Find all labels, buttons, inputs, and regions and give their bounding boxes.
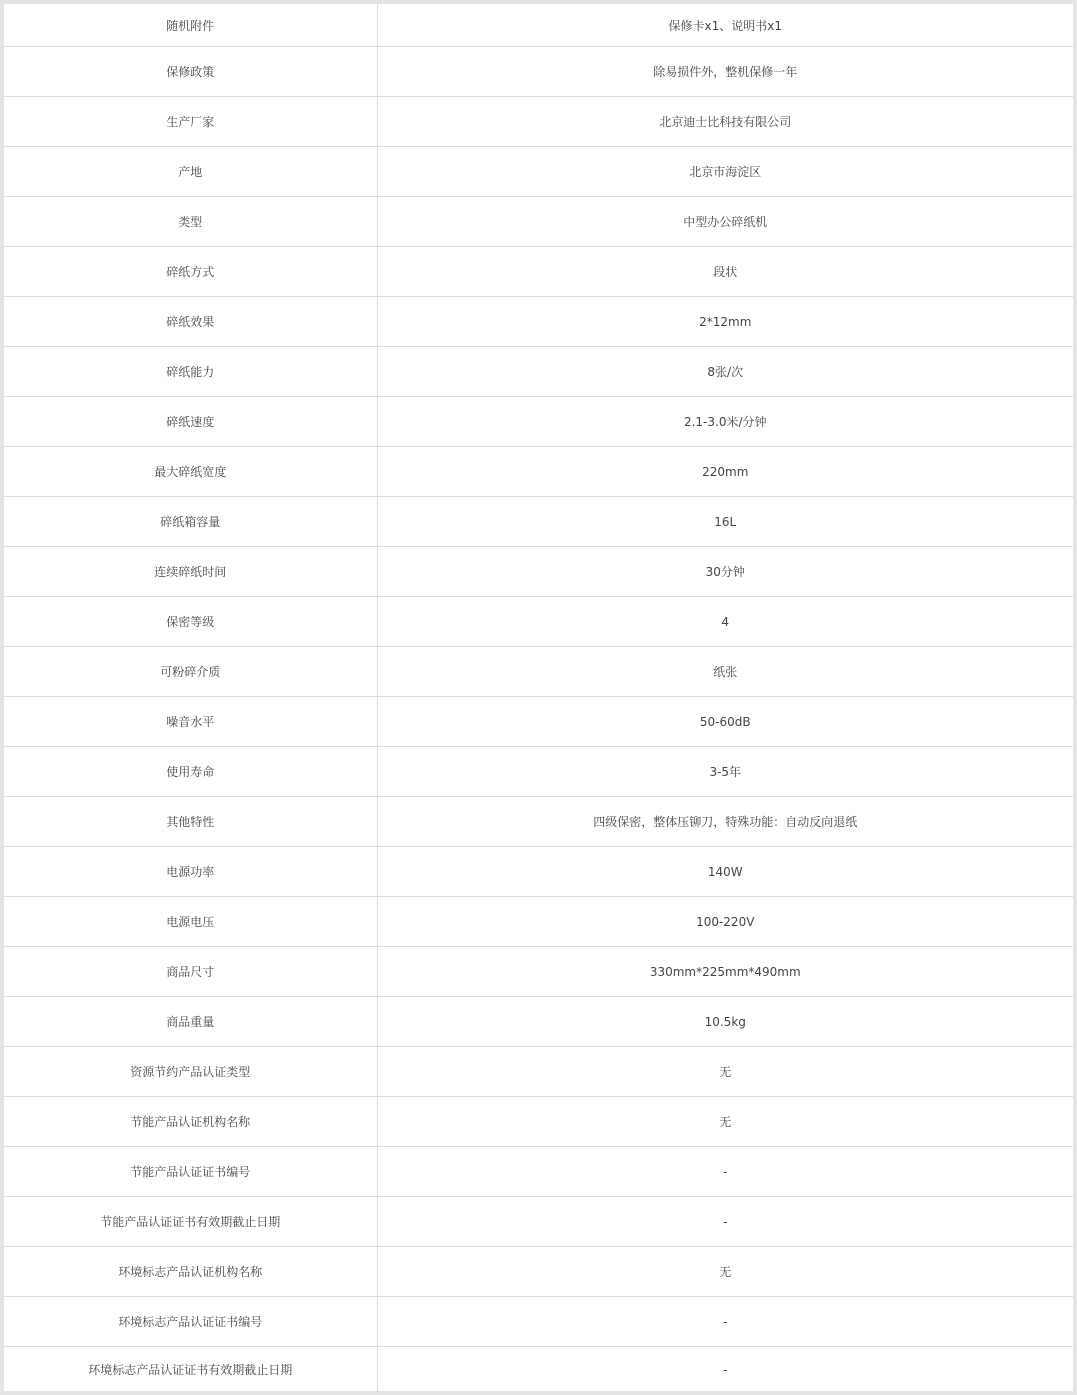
spec-value: - (723, 1362, 728, 1377)
spec-value: 4 (377, 597, 1073, 647)
spec-key: 碎纸能力 (4, 347, 377, 397)
spec-key: 使用寿命 (4, 747, 377, 797)
spec-value: - (377, 1147, 1073, 1197)
spec-value: 30分钟 (377, 547, 1073, 597)
spec-key: 噪音水平 (4, 697, 377, 747)
spec-row (4, 1097, 1073, 1147)
spec-row (4, 47, 1073, 97)
spec-row (4, 547, 1073, 597)
spec-value: 保修卡x1、说明书x1 (377, 4, 1073, 47)
spec-key: 类型 (4, 197, 377, 247)
spec-value: 50-60dB (377, 697, 1073, 747)
spec-key: 生产厂家 (4, 97, 377, 147)
spec-value: 无 (377, 1047, 1073, 1097)
spec-value: 220mm (377, 447, 1073, 497)
spec-key: 产地 (4, 147, 377, 197)
spec-key: 保修政策 (4, 47, 377, 97)
spec-value: 段状 (377, 247, 1073, 297)
spec-value: 8张/次 (377, 347, 1073, 397)
spec-value: 2.1-3.0米/分钟 (377, 397, 1073, 447)
spec-key: 节能产品认证证书编号 (4, 1147, 377, 1197)
spec-value: 四级保密，整体压铆刀，特殊功能：自动反向退纸 (377, 797, 1073, 847)
spec-value: - (377, 1297, 1073, 1347)
spec-row (4, 647, 1073, 697)
spec-value: - (377, 1197, 1073, 1247)
spec-key: 电源电压 (4, 897, 377, 947)
spec-key: 其他特性 (4, 797, 377, 847)
spec-value: 北京市海淀区 (377, 147, 1073, 197)
spec-row (4, 697, 1073, 747)
spec-table (4, 4, 1073, 1392)
spec-value: 16L (377, 497, 1073, 547)
spec-row (4, 1297, 1073, 1347)
spec-row (4, 747, 1073, 797)
spec-key: 连续碎纸时间 (4, 547, 377, 597)
spec-value: 100-220V (377, 897, 1073, 947)
spec-key: 节能产品认证机构名称 (4, 1097, 377, 1147)
spec-key: 碎纸方式 (4, 247, 377, 297)
spec-key: 商品重量 (4, 997, 377, 1047)
spec-key: 环境标志产品认证证书编号 (4, 1297, 377, 1347)
spec-key: 碎纸速度 (4, 397, 377, 447)
spec-key: 碎纸箱容量 (4, 497, 377, 547)
spec-key: 商品尺寸 (4, 947, 377, 997)
spec-row (4, 1147, 1073, 1197)
spec-row (4, 197, 1073, 247)
spec-key: 最大碎纸宽度 (4, 447, 377, 497)
spec-key: 电源功率 (4, 847, 377, 897)
spec-value: 330mm*225mm*490mm (377, 947, 1073, 997)
spec-row (4, 97, 1073, 147)
spec-row (4, 997, 1073, 1047)
spec-row (4, 1047, 1073, 1097)
spec-row (4, 897, 1073, 947)
spec-value: 无 (377, 1097, 1073, 1147)
spec-key: 碎纸效果 (4, 297, 377, 347)
spec-value: 2*12mm (377, 297, 1073, 347)
spec-row (4, 397, 1073, 447)
spec-row (4, 597, 1073, 647)
spec-row (4, 1197, 1073, 1247)
spec-row (4, 1347, 1073, 1393)
spec-row (4, 297, 1073, 347)
spec-value: 纸张 (377, 647, 1073, 697)
spec-row (4, 497, 1073, 547)
spec-key: 随机附件 (4, 4, 377, 47)
spec-key: 可粉碎介质 (4, 647, 377, 697)
spec-value: 北京迪士比科技有限公司 (377, 97, 1073, 147)
spec-value: 3-5年 (377, 747, 1073, 797)
spec-row (4, 4, 1073, 47)
spec-row (4, 447, 1073, 497)
spec-key: 环境标志产品认证机构名称 (4, 1247, 377, 1297)
spec-row (4, 347, 1073, 397)
spec-key: 环境标志产品认证证书有效期截止日期 (4, 1347, 377, 1393)
spec-value: 中型办公碎纸机 (377, 197, 1073, 247)
spec-key: 节能产品认证证书有效期截止日期 (4, 1197, 377, 1247)
spec-row (4, 247, 1073, 297)
spec-key: 保密等级 (4, 597, 377, 647)
spec-row (4, 797, 1073, 847)
spec-table-body (4, 4, 1073, 1392)
spec-value: 无 (377, 1247, 1073, 1297)
spec-row (4, 1247, 1073, 1297)
spec-value: 除易损件外，整机保修一年 (377, 47, 1073, 97)
spec-value: 10.5kg (377, 997, 1073, 1047)
spec-key: 资源节约产品认证类型 (4, 1047, 377, 1097)
spec-row (4, 147, 1073, 197)
spec-row (4, 947, 1073, 997)
spec-value: 140W (377, 847, 1073, 897)
spec-row (4, 847, 1073, 897)
